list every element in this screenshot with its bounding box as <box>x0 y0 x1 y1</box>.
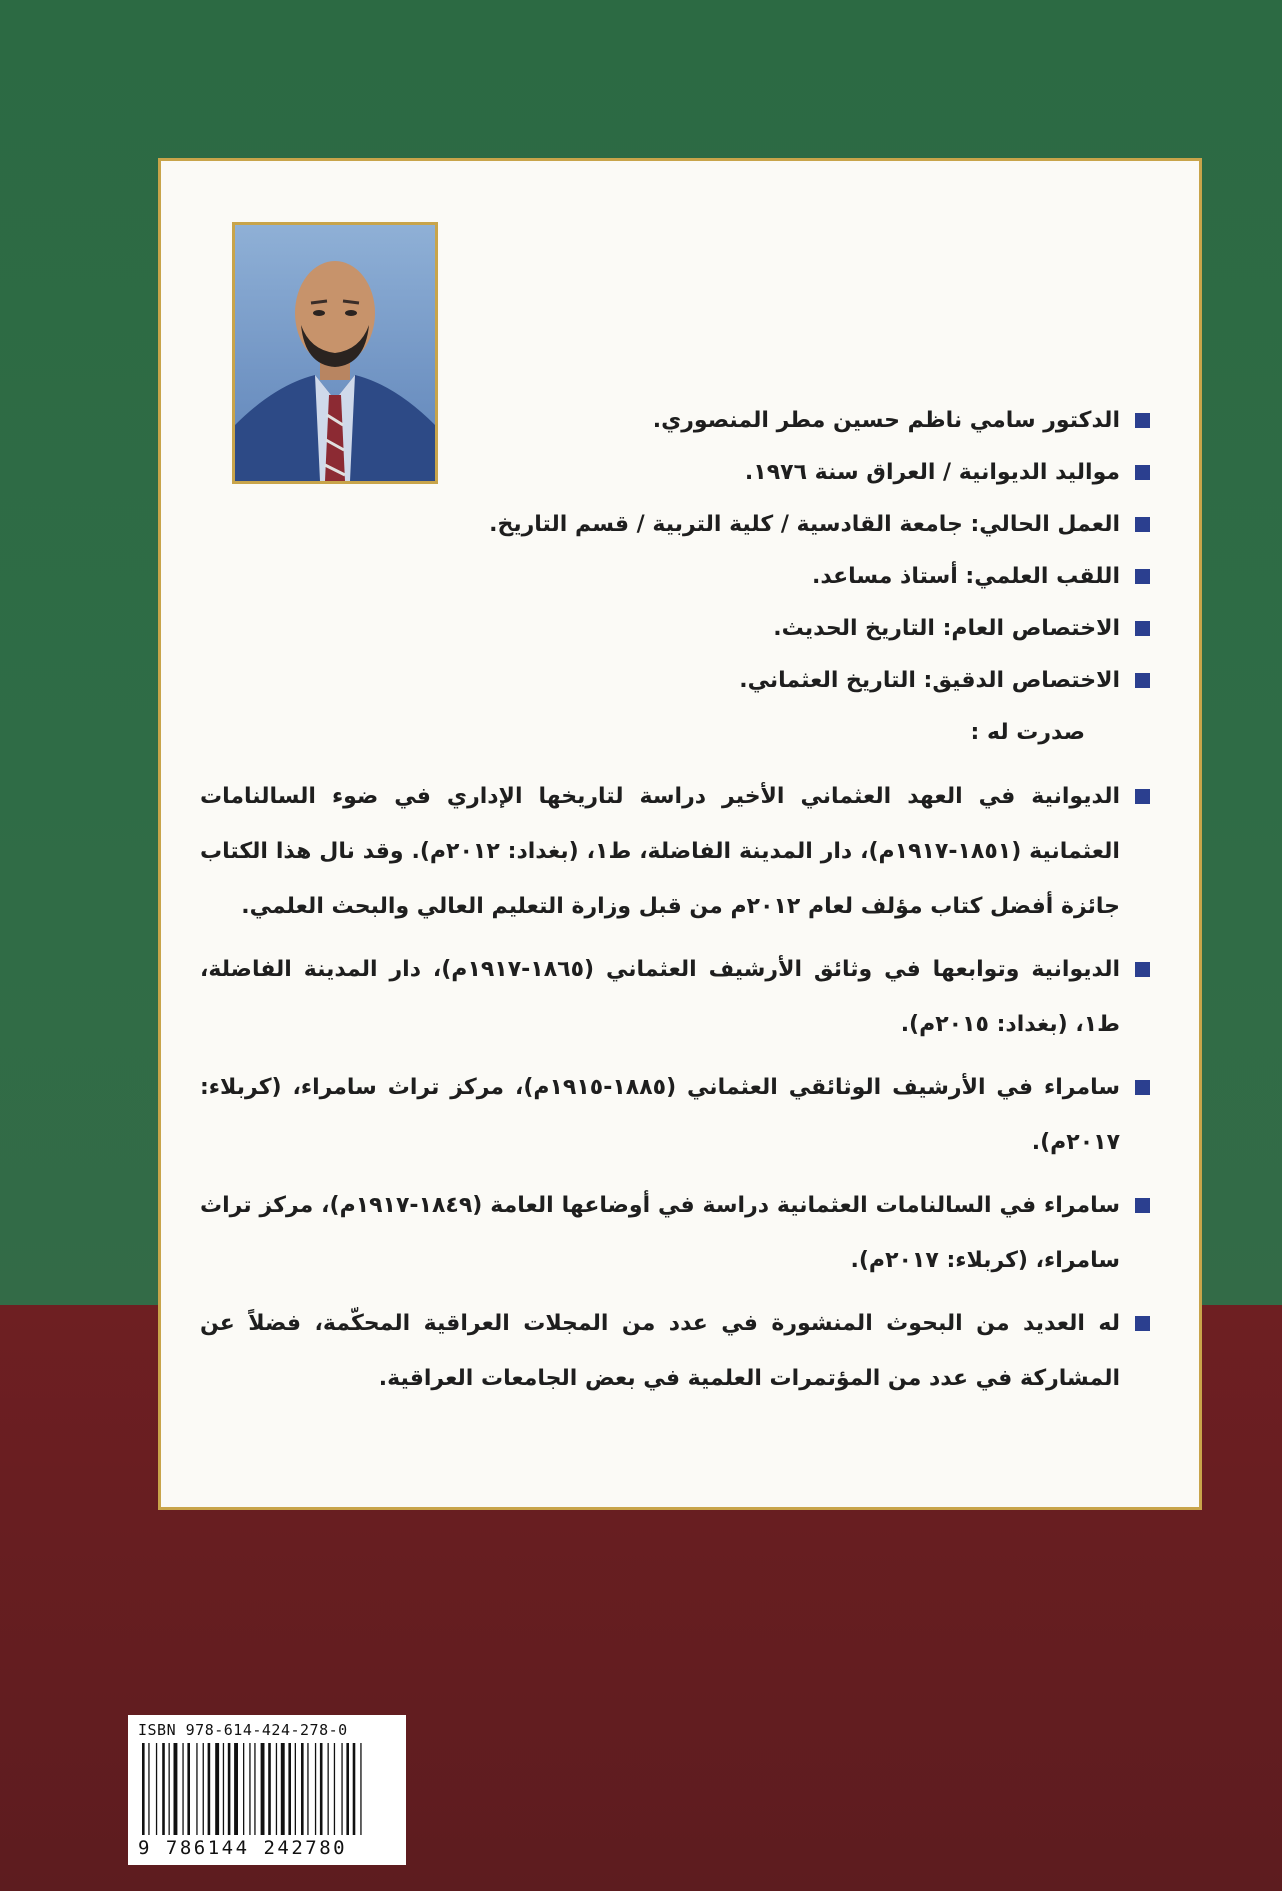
bio-item <box>200 561 1150 593</box>
bio-item <box>200 457 1150 489</box>
barcode-bar <box>353 1743 356 1835</box>
barcode-bar <box>208 1743 211 1835</box>
barcode-bar <box>228 1743 231 1835</box>
square-bullet-icon <box>1135 1080 1150 1095</box>
isbn-digits: 9 786144 242780 <box>138 1837 348 1859</box>
publication-text: سامراء في السالنامات العثمانية دراسة في أوضاعها العامة (١٨٤٩-١٩١٧م)، مركز تراث سامراء، (كربلاء: ٢٠١٧م). <box>200 1193 1120 1273</box>
bio-item <box>200 405 1150 437</box>
bio-item <box>200 665 1150 697</box>
barcode-bar <box>169 1743 170 1835</box>
publication-item <box>200 769 1150 934</box>
barcode-bar <box>243 1743 244 1835</box>
barcode-bar <box>223 1743 224 1835</box>
barcode-bar <box>328 1743 329 1835</box>
barcode-bar <box>148 1743 149 1835</box>
square-bullet-icon <box>1135 517 1150 532</box>
barcode-bar <box>341 1743 342 1835</box>
barcode-bar <box>268 1743 271 1835</box>
square-bullet-icon <box>1135 789 1150 804</box>
square-bullet-icon <box>1135 465 1150 480</box>
bio-text: العمل الحالي: جامعة القادسية / كلية التربية / قسم التاريخ. <box>489 512 1120 537</box>
barcode-bar <box>320 1743 323 1835</box>
barcode-bar <box>142 1743 145 1835</box>
bio-item <box>200 613 1150 645</box>
barcode-bar <box>187 1743 190 1835</box>
barcode-bar <box>334 1743 335 1835</box>
bio-text: مواليد الديوانية / العراق سنة ١٩٧٦. <box>744 460 1120 485</box>
barcode-bar <box>174 1743 178 1835</box>
barcode-bar <box>156 1743 157 1835</box>
square-bullet-icon <box>1135 621 1150 636</box>
bio-content <box>200 405 1150 1414</box>
square-bullet-icon <box>1135 962 1150 977</box>
publication-text: له العديد من البحوث المنشورة في عدد من المجلات العراقية المحكّمة، فضلاً عن المشاركة في عدد من المؤتمرات العلمية في بعض الجامعات العراقية. <box>200 1311 1120 1391</box>
barcode-bar <box>301 1743 304 1835</box>
barcode-bar <box>254 1743 255 1835</box>
square-bullet-icon <box>1135 1198 1150 1213</box>
barcode-bar <box>276 1743 277 1835</box>
barcode-bar <box>281 1743 285 1835</box>
barcode-bar <box>346 1743 349 1835</box>
square-bullet-icon <box>1135 673 1150 688</box>
barcode-bar <box>360 1743 361 1835</box>
barcode-bar <box>288 1743 291 1835</box>
barcode-bar <box>295 1743 296 1835</box>
barcode-bar <box>215 1743 219 1835</box>
barcode-bar <box>315 1743 316 1835</box>
bio-text: اللقب العلمي: أستاذ مساعد. <box>812 564 1120 589</box>
publication-text: الديوانية وتوابعها في وثائق الأرشيف العثماني (١٨٦٥-١٩١٧م)، دار المدينة الفاضلة، ط١، (بغداد: ٢٠١٥م). <box>200 957 1121 1037</box>
bio-text: الدكتور سامي ناظم حسين مطر المنصوري. <box>652 408 1120 433</box>
barcode-bar <box>261 1743 265 1835</box>
bio-text: الاختصاص الدقيق: التاريخ العثماني. <box>739 668 1120 693</box>
barcode-bar <box>307 1743 308 1835</box>
bio-item <box>200 509 1150 541</box>
square-bullet-icon <box>1135 413 1150 428</box>
square-bullet-icon <box>1135 1316 1150 1331</box>
publication-item <box>200 1178 1150 1288</box>
barcode-bar <box>203 1743 204 1835</box>
barcode-bar <box>249 1743 250 1835</box>
square-bullet-icon <box>1135 569 1150 584</box>
isbn-barcode <box>128 1715 406 1865</box>
publications-heading: صدرت له : <box>970 720 1085 745</box>
barcode-bar <box>182 1743 183 1835</box>
barcode-bars-icon <box>138 1743 396 1835</box>
bio-text: الاختصاص العام: التاريخ الحديث. <box>773 616 1120 641</box>
publication-text: سامراء في الأرشيف الوثائقي العثماني (١٨٨٥-١٩١٥م)، مركز تراث سامراء، (كربلاء: ٢٠١٧م). <box>200 1075 1120 1155</box>
barcode-bar <box>162 1743 165 1835</box>
barcode-bar <box>196 1743 197 1835</box>
barcode-bar <box>234 1743 238 1835</box>
publication-item <box>200 942 1150 1052</box>
publication-item <box>200 1060 1150 1170</box>
isbn-label: ISBN 978-614-424-278-0 <box>138 1721 348 1739</box>
publication-item <box>200 1296 1150 1406</box>
publication-text: الديوانية في العهد العثماني الأخير دراسة لتاريخها الإداري في ضوء السالنامات العثمانية (١٨٥١-١٩١٧م)، دار المدينة الفاضلة، ط١، (بغداد: ٢٠١٢م). وقد نال هذا الكتاب جائزة أفضل كتاب مؤلف لعام ٢٠١٢م من قبل وزارة التعليم العالي والبحث العلمي. <box>200 784 1120 919</box>
